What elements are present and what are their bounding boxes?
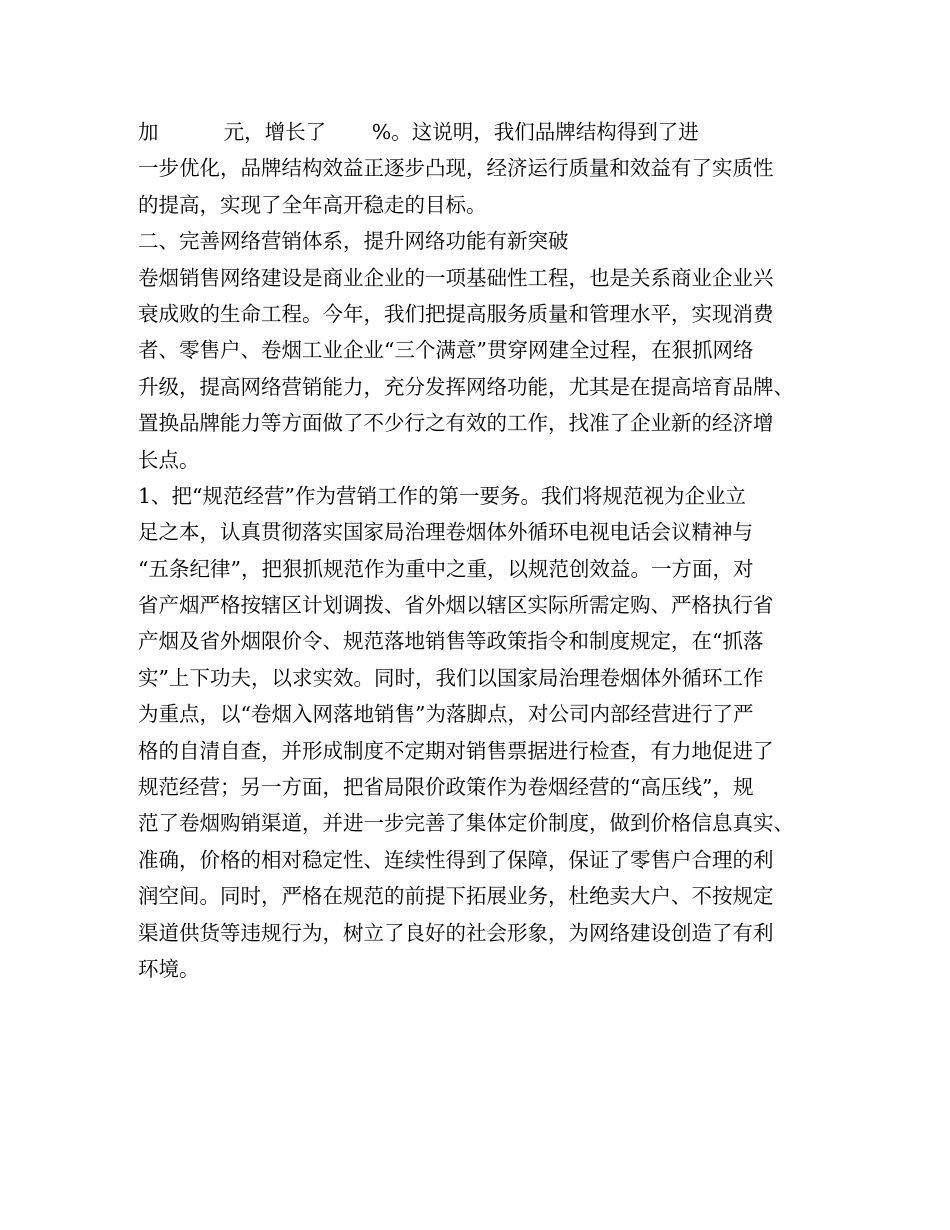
text-line: 环境。 [138, 956, 200, 981]
text-line: 加 元，增长了 %。这说明，我们品牌结构得到了进 [138, 120, 699, 144]
text-line: 渠道供货等违规行为，树立了良好的社会形象，为网络建设创造了有利 [138, 920, 774, 945]
text-line: 者、零售户、卷烟工业企业“三个满意”贯穿网建全过程，在狠抓网络 [138, 338, 754, 363]
document-body [138, 114, 828, 987]
text-line: 的提高，实现了全年高开稳走的目标。 [138, 192, 487, 217]
text-line: 省产烟严格按辖区计划调拨、省外烟以辖区实际所需定购、严格执行省 [138, 593, 774, 618]
text-line: 长点。 [138, 447, 200, 472]
text-line: 衰成败的生命工程。今年，我们把提高服务质量和管理水平，实现消费 [138, 301, 774, 326]
text-line: 格的自清自查，并形成制度不定期对销售票据进行检查，有力地促进了 [138, 738, 774, 763]
text-line: 足之本，认真贯彻落实国家局治理卷烟体外循环电视电话会议精神与 [138, 520, 753, 545]
text-line: 产烟及省外烟限价令、规范落地销售等政策指令和制度规定，在“抓落 [138, 629, 764, 654]
text-line: 实”上下功夫，以求实效。同时，我们以国家局治理卷烟体外循环工作 [138, 665, 764, 690]
text-line: 升级，提高网络营销能力，充分发挥网络功能，尤其是在提高培育品牌、 [138, 374, 794, 399]
text-line: 卷烟销售网络建设是商业企业的一项基础性工程，也是关系商业企业兴 [138, 265, 774, 290]
text-line: 置换品牌能力等方面做了不少行之有效的工作，找准了企业新的经济增 [138, 411, 774, 436]
text-line: “五条纪律”，把狠抓规范作为重中之重，以规范创效益。一方面，对 [138, 556, 754, 581]
text-line: 准确，价格的相对稳定性、连续性得到了保障，保证了零售户合理的利 [138, 847, 774, 872]
subsection-line: 1、把“规范经营”作为营销工作的第一要务。我们将规范视为企业立 [138, 483, 747, 508]
text-line: 一步优化，品牌结构效益正逐步凸现，经济运行质量和效益有了实质性 [138, 156, 774, 181]
section-heading: 二、完善网络营销体系，提升网络功能有新突破 [138, 229, 569, 254]
text-line: 范了卷烟购销渠道，并进一步完善了集体定价制度，做到价格信息真实、 [138, 811, 794, 836]
text-line: 润空间。同时，严格在规范的前提下拓展业务，杜绝卖大户、不按规定 [138, 884, 774, 909]
text-line: 规范经营；另一方面，把省局限价政策作为卷烟经营的“高压线”，规 [138, 775, 754, 800]
text-line: 为重点，以“卷烟入网落地销售”为落脚点，对公司内部经营进行了严 [138, 702, 754, 727]
